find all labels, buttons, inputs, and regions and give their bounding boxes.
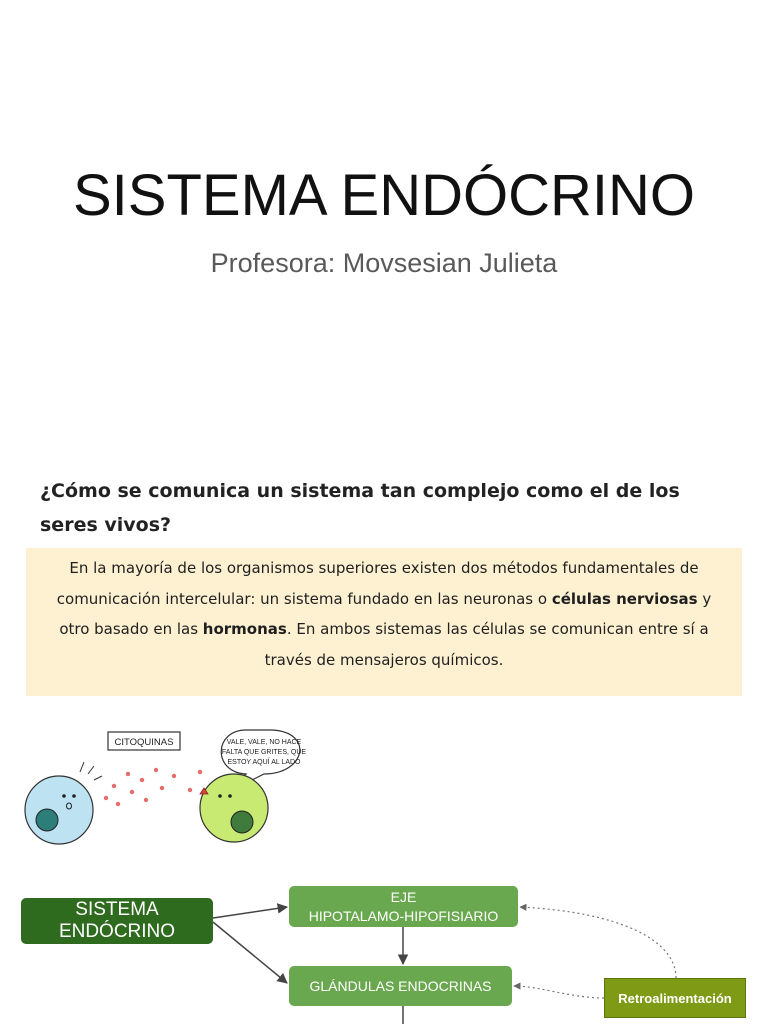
node-glandulas-endocrinas: GLÁNDULAS ENDOCRINAS (289, 966, 512, 1006)
arrow-main-to-glandulas (213, 922, 287, 983)
cytokine-dot (188, 788, 192, 792)
note-text-2: y otro basado en las (59, 589, 712, 638)
note-bold-hormonas: hormonas (202, 620, 287, 638)
blue-cell-nucleus (36, 809, 58, 831)
node-retroalimentacion: Retroalimentación (604, 978, 746, 1018)
slide-title: SISTEMA ENDÓCRINO (73, 163, 695, 228)
cytokine-dot (140, 778, 144, 782)
question-heading (40, 474, 720, 542)
speech-line-2: FALTA QUE GRITES, QUE (221, 749, 307, 756)
node-main-line-2: ENDÓCRINO (58, 921, 176, 942)
feedback-arrow-to-glandulas (514, 986, 604, 998)
cartoon-label: CITOQUINAS (114, 737, 174, 748)
cytokine-dot (160, 786, 164, 790)
cytokine-dot (198, 770, 202, 774)
endocrine-diagram (0, 870, 768, 1024)
blue-cell-eye-left (62, 794, 66, 798)
feedback-arrow-to-eje (520, 907, 676, 978)
arrow-main-to-eje (213, 907, 287, 918)
green-cell-nucleus (231, 811, 253, 833)
note-text-3: . En ambos sistemas las células se comunican entre sí a través de mensajeros químicos. (264, 620, 709, 669)
node-sistema-endocrino (21, 898, 213, 944)
cytokine-cartoon (14, 710, 344, 855)
cytokine-dot (126, 772, 130, 776)
question-line-2: seres vivos? (40, 514, 172, 536)
node-main-line-1: SISTEMA (75, 899, 159, 920)
node-eje-line-1: EJE (390, 889, 417, 905)
note-bold-celulas: células nerviosas (551, 589, 698, 608)
node-eje-line-2: HIPOTALAMO-HIPOFISIARIO (308, 908, 499, 924)
shout-marks (80, 762, 102, 780)
cytokine-dot (144, 798, 148, 802)
blue-cell-eye-right (72, 794, 76, 798)
cytokine-dot (112, 784, 116, 788)
cytokine-dot (116, 802, 120, 806)
green-cell-eye-left (218, 794, 222, 798)
speech-line-3: ESTOY AQUÍ AL LADO (227, 759, 301, 766)
cytokine-dot (172, 774, 176, 778)
cytokine-dot (104, 796, 108, 800)
node-eje-hipotalamo (289, 886, 518, 927)
cytokine-dot (130, 790, 134, 794)
info-note (26, 548, 742, 696)
speech-line-1: VALE, VALE, NO HACE (226, 739, 302, 746)
blue-cell (25, 776, 93, 844)
question-line-1: ¿Cómo se comunica un sistema tan complejo como el de los (40, 480, 680, 502)
slide-subtitle: Profesora: Movsesian Julieta (210, 248, 558, 278)
green-cell-eye-right (228, 794, 232, 798)
cytokine-dot (154, 768, 158, 772)
green-cell (200, 774, 268, 842)
note-text-1: En la mayoría de los organismos superiores existen dos métodos fundamentales de comunicación intercelular: un sistema fundado en las neuronas o (56, 559, 699, 608)
